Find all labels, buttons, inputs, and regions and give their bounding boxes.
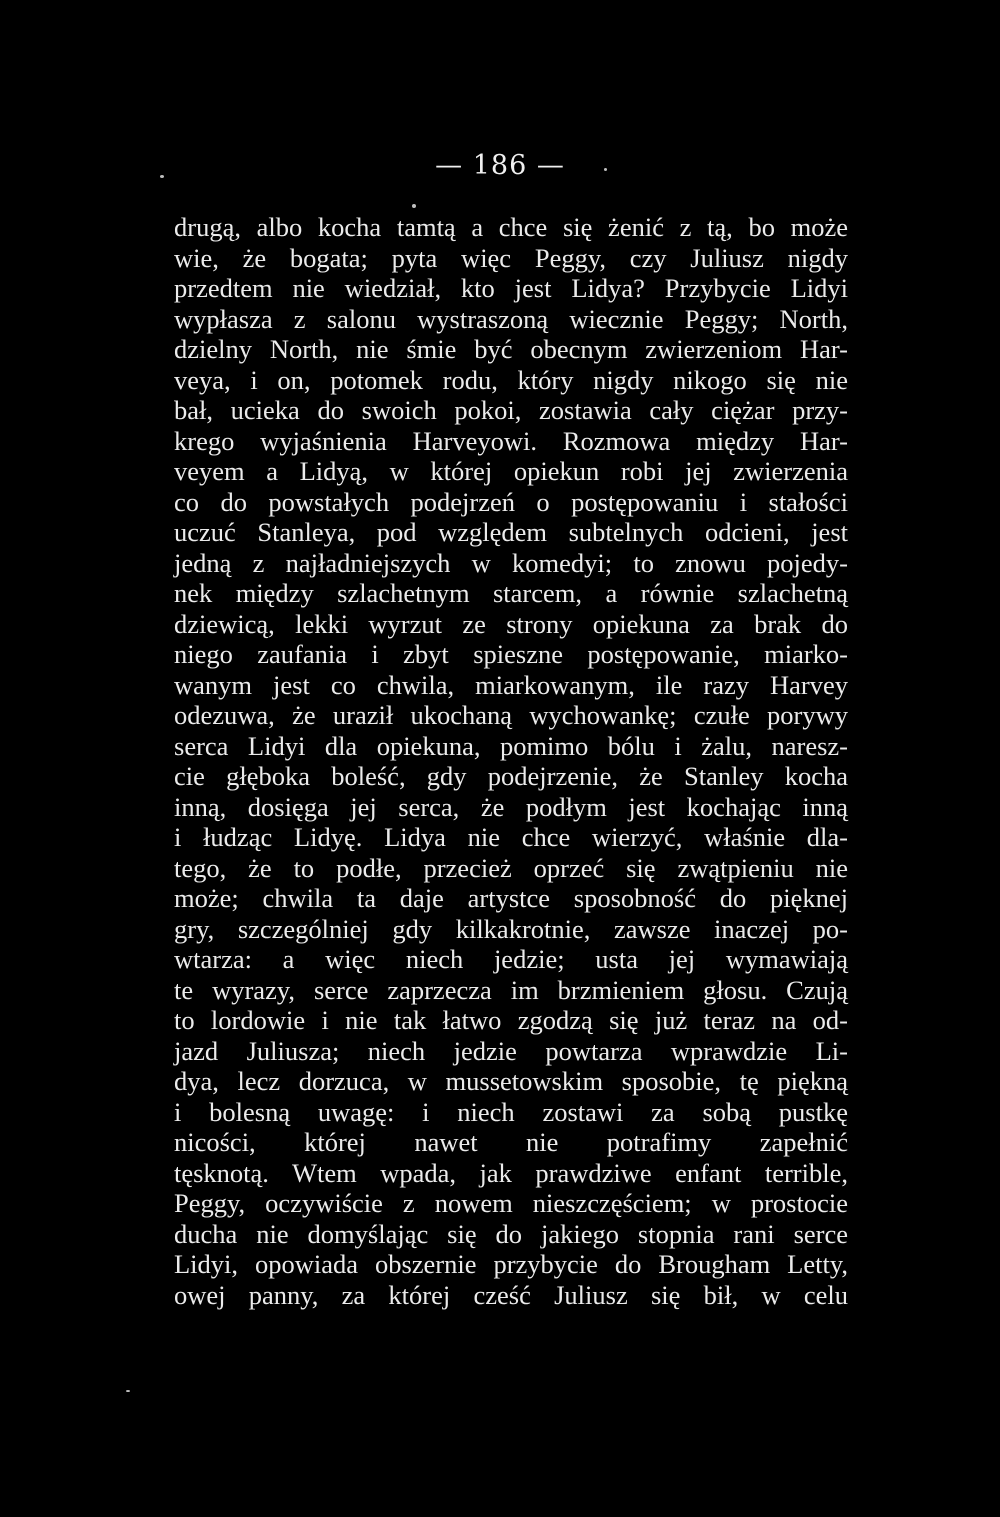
text-line: gry, szczególniej gdy kilkakrotnie, zawsze inaczej po- bbox=[174, 913, 848, 944]
text-line: przedtem nie wiedział, kto jest Lidya? Przybycie Lidyi bbox=[174, 273, 848, 303]
text-line: serca Lidyi dla opiekuna, pomimo bólu i żalu, naresz- bbox=[174, 730, 848, 761]
text-line: co do powstałych podejrzeń o postępowaniu i stałości bbox=[174, 486, 848, 517]
body-text bbox=[174, 212, 848, 1310]
text-line: krego wyjaśnienia Harveyowi. Rozmowa między Har- bbox=[174, 425, 848, 456]
text-line: cie głęboka boleść, gdy podejrzenie, że Stanley kocha bbox=[174, 761, 848, 791]
text-line: owej panny, za której cześć Juliusz się bił, w celu bbox=[174, 1279, 848, 1310]
scan-speck bbox=[604, 168, 607, 171]
text-line: i bolesną uwagę: i niech zostawi za sobą pustkę bbox=[174, 1096, 848, 1127]
text-line: bał, ucieka do swoich pokoi, zostawia cały ciężar przy- bbox=[174, 395, 848, 425]
text-line: tęsknotą. Wtem wpada, jak prawdziwe enfant terrible, bbox=[174, 1157, 848, 1188]
text-line: tego, że to podłe, przecież oprzeć się zwątpieniu nie bbox=[174, 852, 848, 883]
page-number: — 186 — bbox=[435, 150, 565, 181]
text-line: odezuwa, że uraził ukochaną wychowankę; czułe porywy bbox=[174, 700, 848, 730]
text-line: dziewicą, lekki wyrzut ze strony opiekuna za brak do bbox=[174, 608, 848, 639]
text-line: dzielny North, nie śmie być obecnym zwierzeniom Har- bbox=[174, 334, 848, 364]
text-line: wypłasza z salonu wystraszoną wiecznie Peggy; North, bbox=[174, 303, 848, 334]
text-line: te wyrazy, serce zaprzecza im brzmieniem głosu. Czują bbox=[174, 974, 848, 1005]
text-line: wanym jest co chwila, miarkowanym, ile razy Harvey bbox=[174, 669, 848, 700]
text-line: inną, dosięga jej serca, że podłym jest kochając inną bbox=[174, 791, 848, 822]
text-line: veya, i on, potomek rodu, który nigdy nikogo się nie bbox=[174, 364, 848, 395]
text-line: Peggy, oczywiście z nowem nieszczęściem; w prostocie bbox=[174, 1188, 848, 1218]
text-line: wtarza: a więc niech jedzie; usta jej wymawiają bbox=[174, 944, 848, 974]
text-line: Lidyi, opowiada obszernie przybycie do Brougham Letty, bbox=[174, 1249, 848, 1279]
scan-speck bbox=[126, 1390, 130, 1392]
text-line: jazd Juliusza; niech jedzie powtarza wprawdzie Li- bbox=[174, 1035, 848, 1066]
text-line: dya, lecz dorzuca, w mussetowskim sposobie, tę piękną bbox=[174, 1066, 848, 1096]
text-line: veyem a Lidyą, w której opiekun robi jej zwierzenia bbox=[174, 456, 848, 486]
text-line: to lordowie i nie tak łatwo zgodzą się już teraz na od- bbox=[174, 1005, 848, 1035]
scan-speck bbox=[412, 204, 416, 208]
text-line: niego zaufania i zbyt spieszne postępowanie, miarko- bbox=[174, 639, 848, 669]
text-line: i łudząc Lidyę. Lidya nie chce wierzyć, właśnie dla- bbox=[174, 822, 848, 852]
text-line: jedną z najładniejszych w komedyi; to znowu pojedy- bbox=[174, 547, 848, 578]
scan-speck bbox=[160, 175, 164, 178]
text-line: uczuć Stanleya, pod względem subtelnych odcieni, jest bbox=[174, 517, 848, 547]
text-line: może; chwila ta daje artystce sposobność do pięknej bbox=[174, 883, 848, 913]
text-line: nek między szlachetnym starcem, a równie szlachetną bbox=[174, 578, 848, 608]
text-line: nicości, której nawet nie potrafimy zapełnić bbox=[174, 1127, 848, 1157]
text-line: wie, że bogata; pyta więc Peggy, czy Juliusz nigdy bbox=[174, 242, 848, 273]
text-line: drugą, albo kocha tamtą a chce się żenić z tą, bo może bbox=[174, 212, 848, 242]
text-line: ducha nie domyślając się do jakiego stopnia rani serce bbox=[174, 1218, 848, 1249]
